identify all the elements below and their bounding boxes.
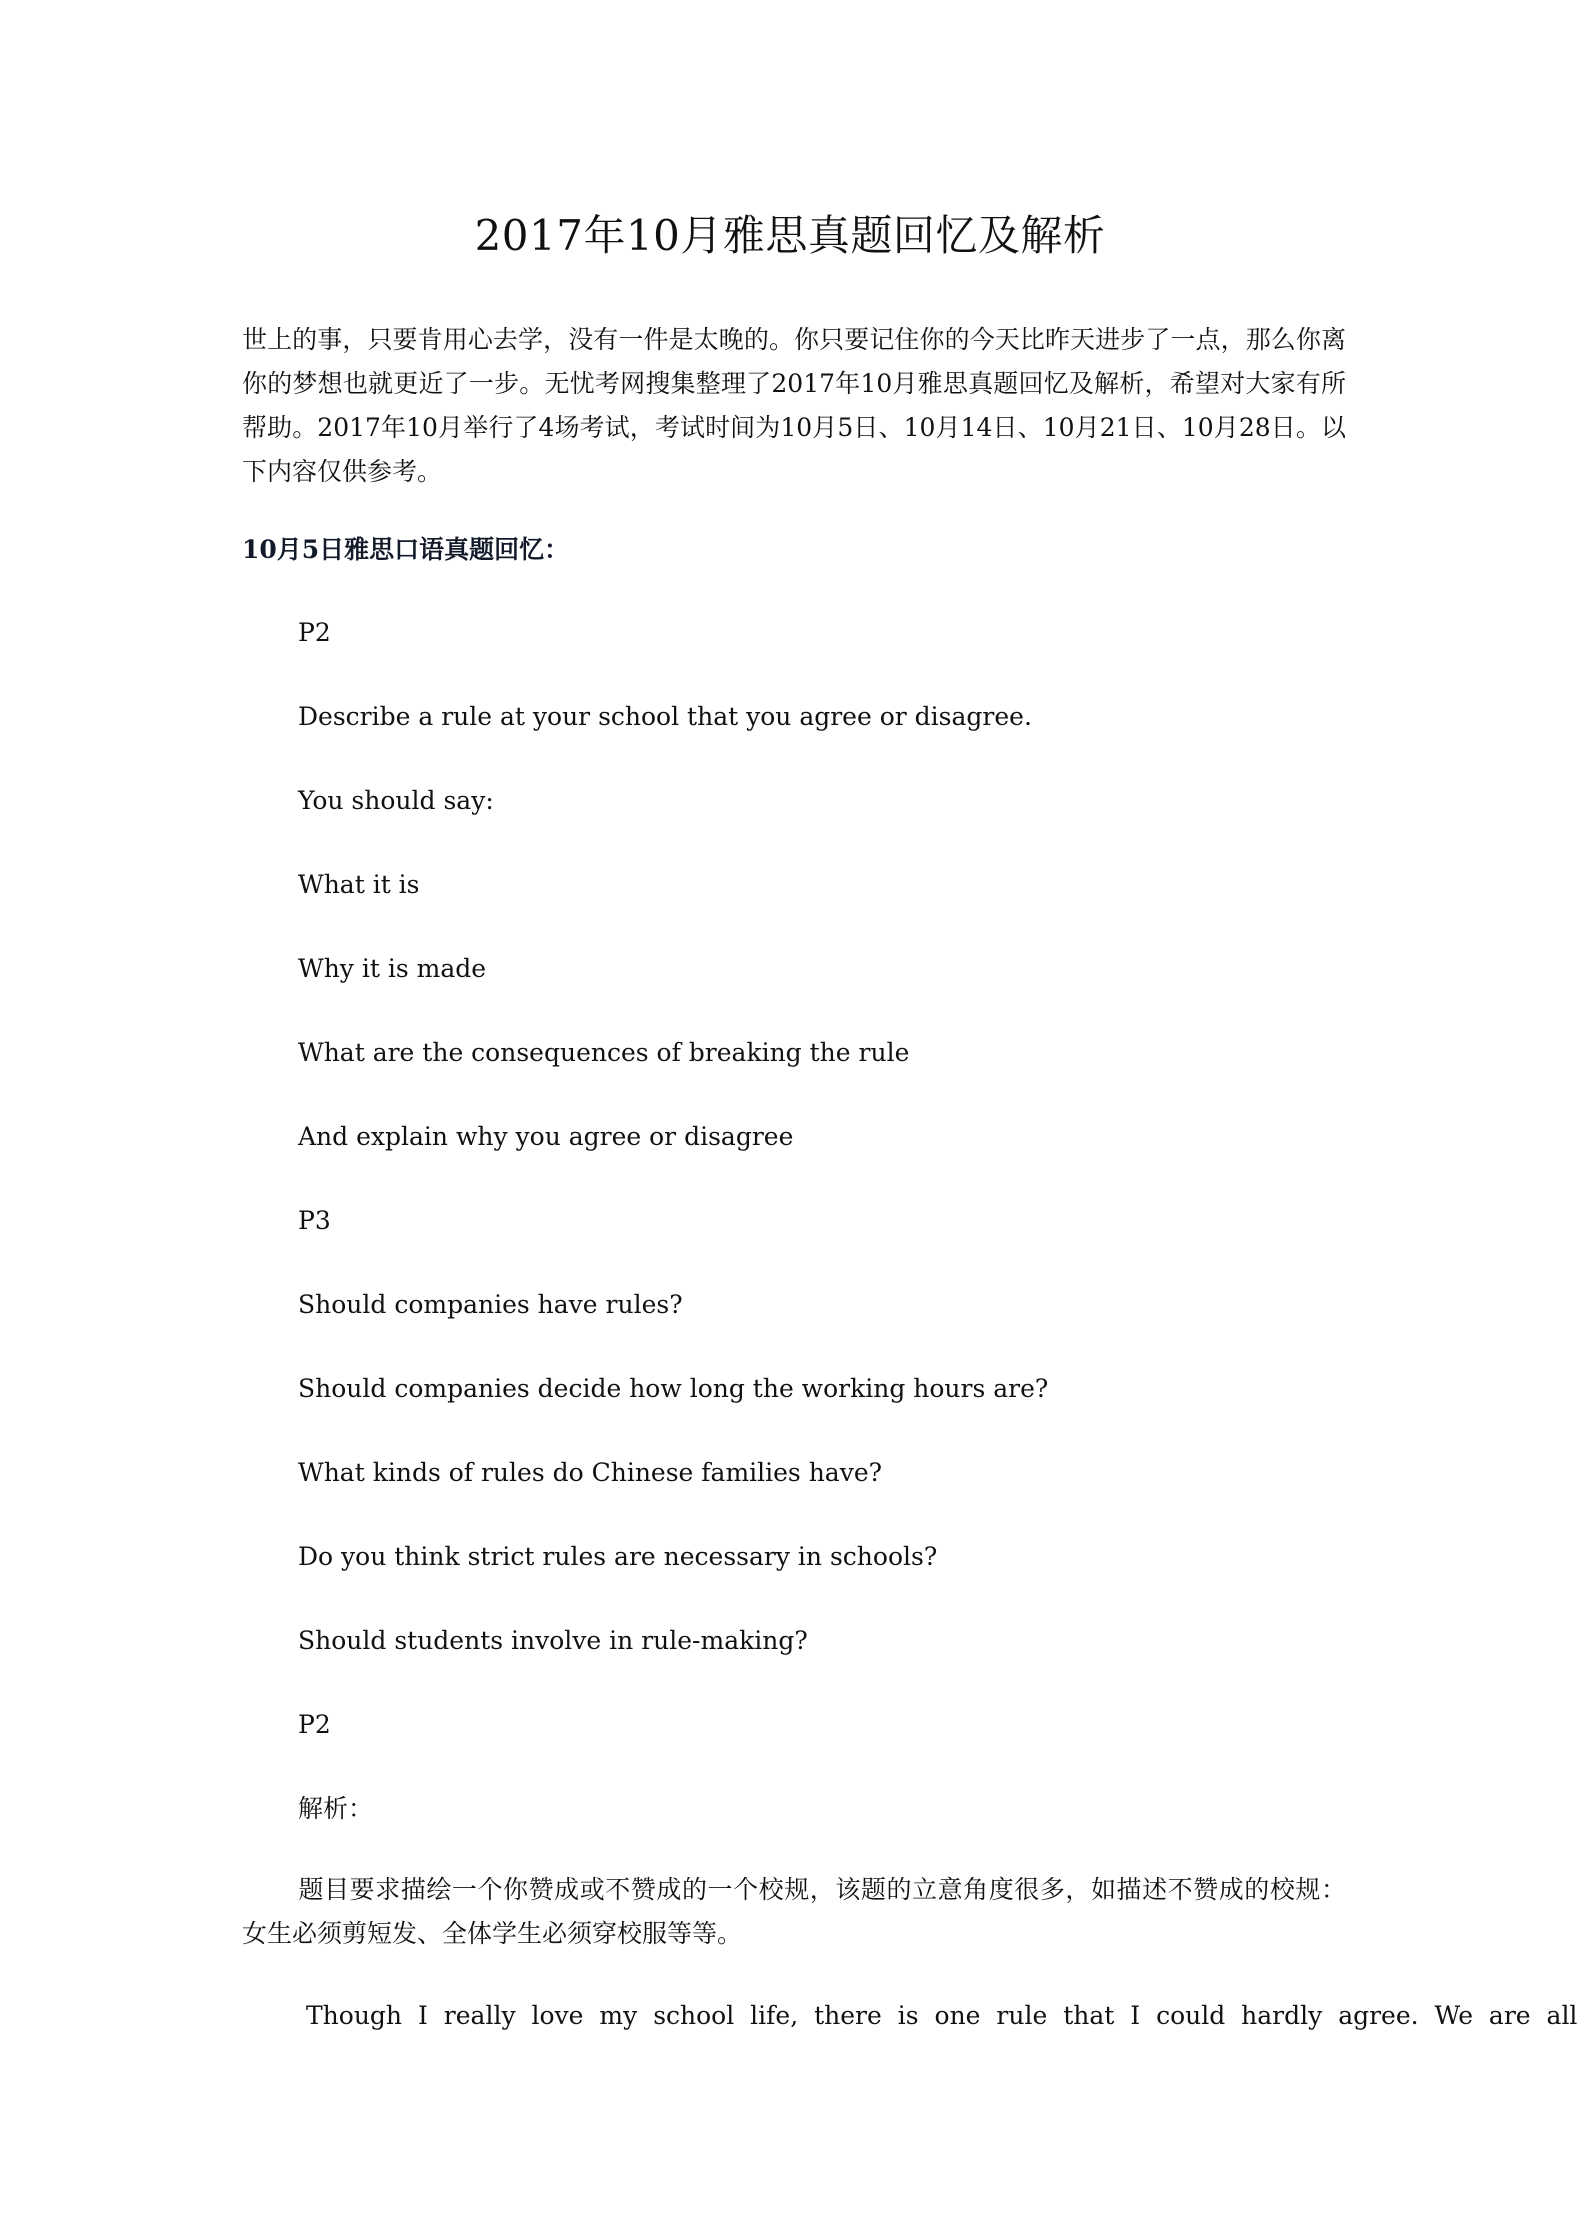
analysis-paragraph	[242, 1868, 1346, 1956]
analysis-heading: 解析：	[298, 1794, 374, 1823]
cue-card-point: What it is	[298, 870, 420, 899]
cue-card-prompt: Describe a rule at your school that you agree or disagree.	[298, 702, 1032, 731]
part-label-p3: P3	[298, 1206, 331, 1235]
p3-question: Do you think strict rules are necessary in schools?	[298, 1542, 938, 1571]
p3-question: Should companies have rules?	[298, 1290, 683, 1319]
cue-card-instruction: You should say:	[298, 786, 494, 815]
cue-card-point: What are the consequences of breaking the rule	[298, 1038, 910, 1067]
cue-card-point: And explain why you agree or disagree	[298, 1122, 794, 1151]
analysis-text: 题目要求描绘一个你赞成或不赞成的一个校规，该题的立意角度很多，如描述不赞成的校规：女生必须剪短发、全体学生必须穿校服等等。	[242, 1875, 1346, 1948]
english-paragraph: Though I really love my school life, there is one rule that I could hardly agree. We are all	[306, 2001, 1578, 2030]
document-title: 2017年10月雅思真题回忆及解析	[474, 211, 1106, 260]
p3-question: Should students involve in rule-making?	[298, 1626, 808, 1655]
p3-question: Should companies decide how long the working hours are?	[298, 1374, 1049, 1403]
cue-card-point: Why it is made	[298, 954, 487, 983]
p3-question: What kinds of rules do Chinese families have?	[298, 1458, 883, 1487]
intro-paragraph: 世上的事，只要肯用心去学，没有一件是太晚的。你只要记住你的今天比昨天进步了一点，那么你离你的梦想也就更近了一步。无忧考网搜集整理了2017年10月雅思真题回忆及解析，希望对大家有所帮助。2017年10月举行了4场考试，考试时间为10月5日、10月14日、10月21日、10月28日。以下内容仅供参考。	[242, 325, 1346, 486]
section-heading: 10月5日雅思口语真题回忆：	[242, 535, 570, 564]
part-label-p2: P2	[298, 618, 331, 647]
part-label-p2-analysis: P2	[298, 1710, 331, 1739]
